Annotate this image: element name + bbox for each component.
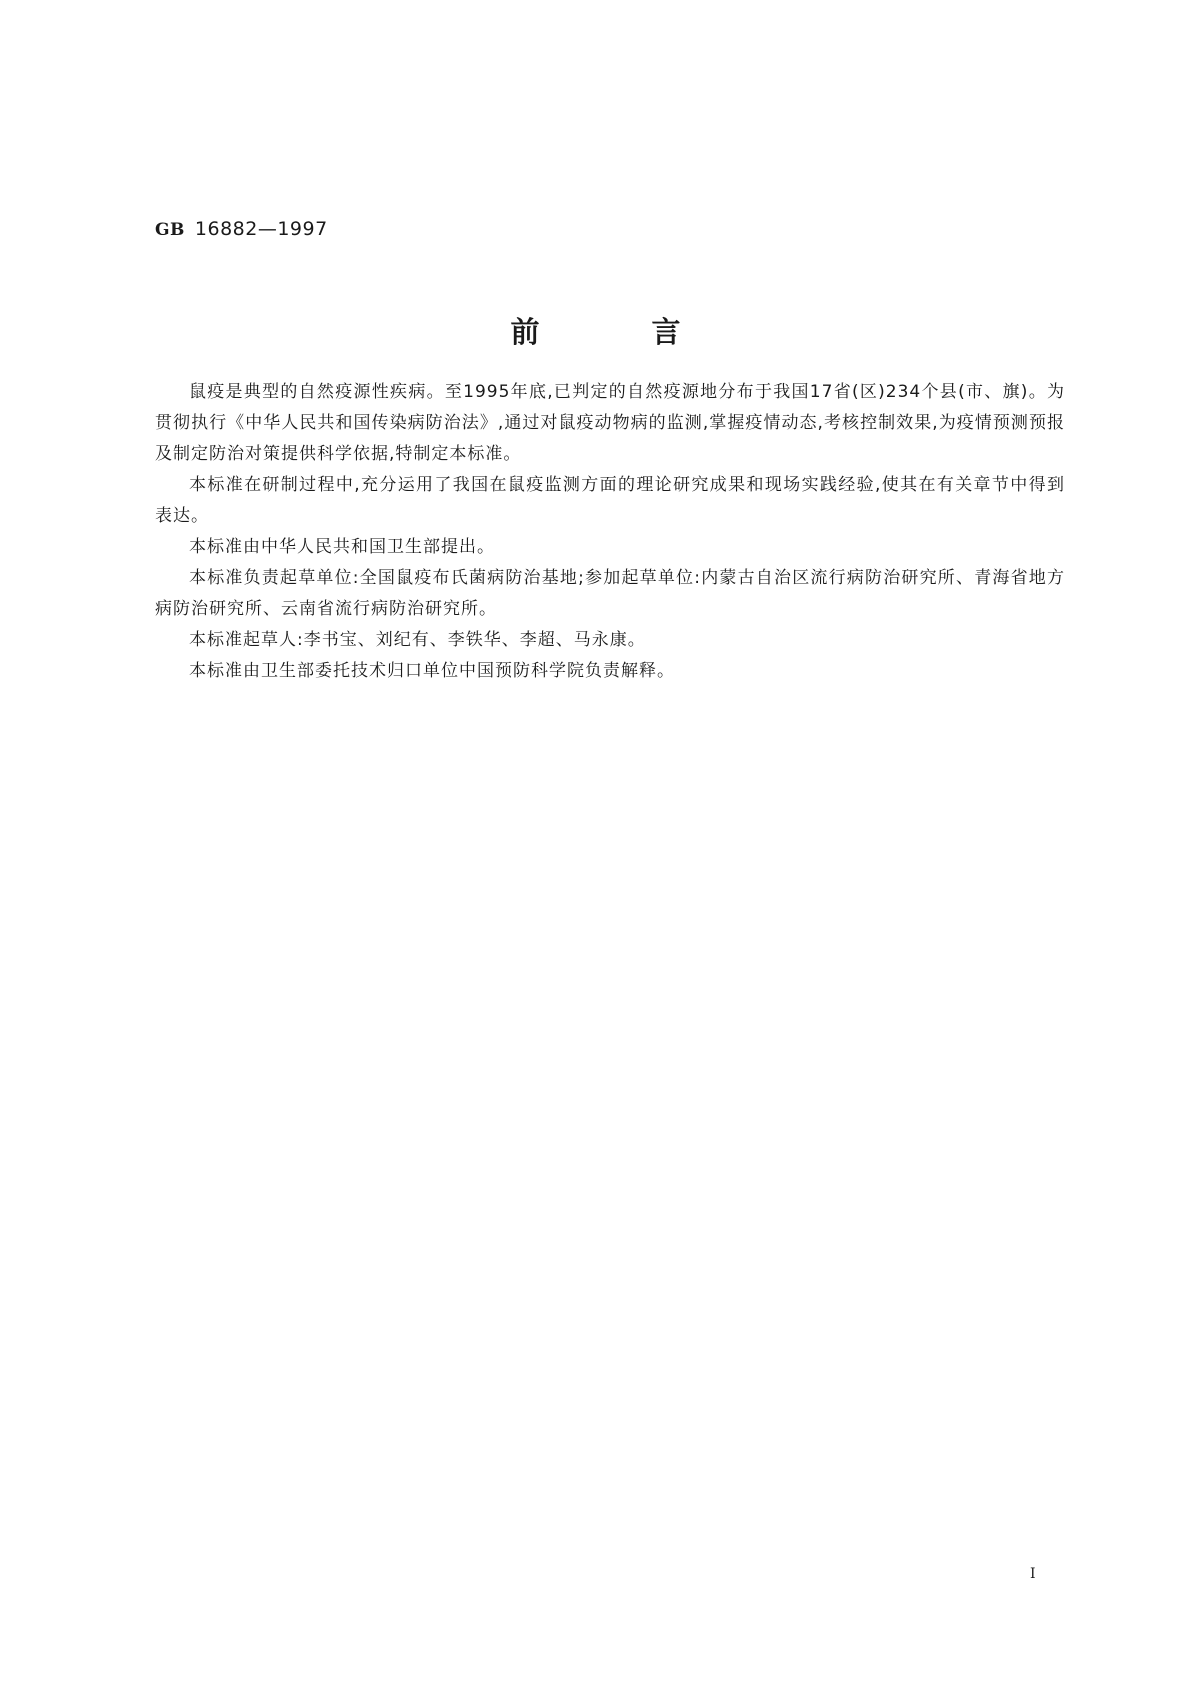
paragraph-1: 鼠疫是典型的自然疫源性疾病。至1995年底,已判定的自然疫源地分布于我国17省(区)234个县(市、旗)。为贯彻执行《中华人民共和国传染病防治法》,通过对鼠疫动物病的监测,掌握疫情动态,考核控制效果,为疫情预测预报及制定防治对策提供科学依据,特制定本标准。	[155, 382, 1065, 464]
page-title: 前言	[510, 315, 793, 349]
standard-number: 16882—1997	[194, 218, 328, 240]
paragraph-3: 本标准由中华人民共和国卫生部提出。	[189, 537, 495, 557]
paragraph-5: 本标准起草人:李书宝、刘纪有、李铁华、李超、马永康。	[189, 630, 646, 650]
standard-code	[155, 218, 328, 240]
paragraph-6: 本标准由卫生部委托技术归口单位中国预防科学院负责解释。	[189, 661, 675, 681]
foreword-body	[155, 377, 1065, 687]
paragraph-2: 本标准在研制过程中,充分运用了我国在鼠疫监测方面的理论研究成果和现场实践经验,使其在有关章节中得到表达。	[155, 475, 1065, 526]
page-number: I	[1030, 1566, 1036, 1582]
standard-prefix: GB	[155, 220, 185, 240]
paragraph-4: 本标准负责起草单位:全国鼠疫布氏菌病防治基地;参加起草单位:内蒙古自治区流行病防治研究所、青海省地方病防治研究所、云南省流行病防治研究所。	[155, 568, 1065, 619]
